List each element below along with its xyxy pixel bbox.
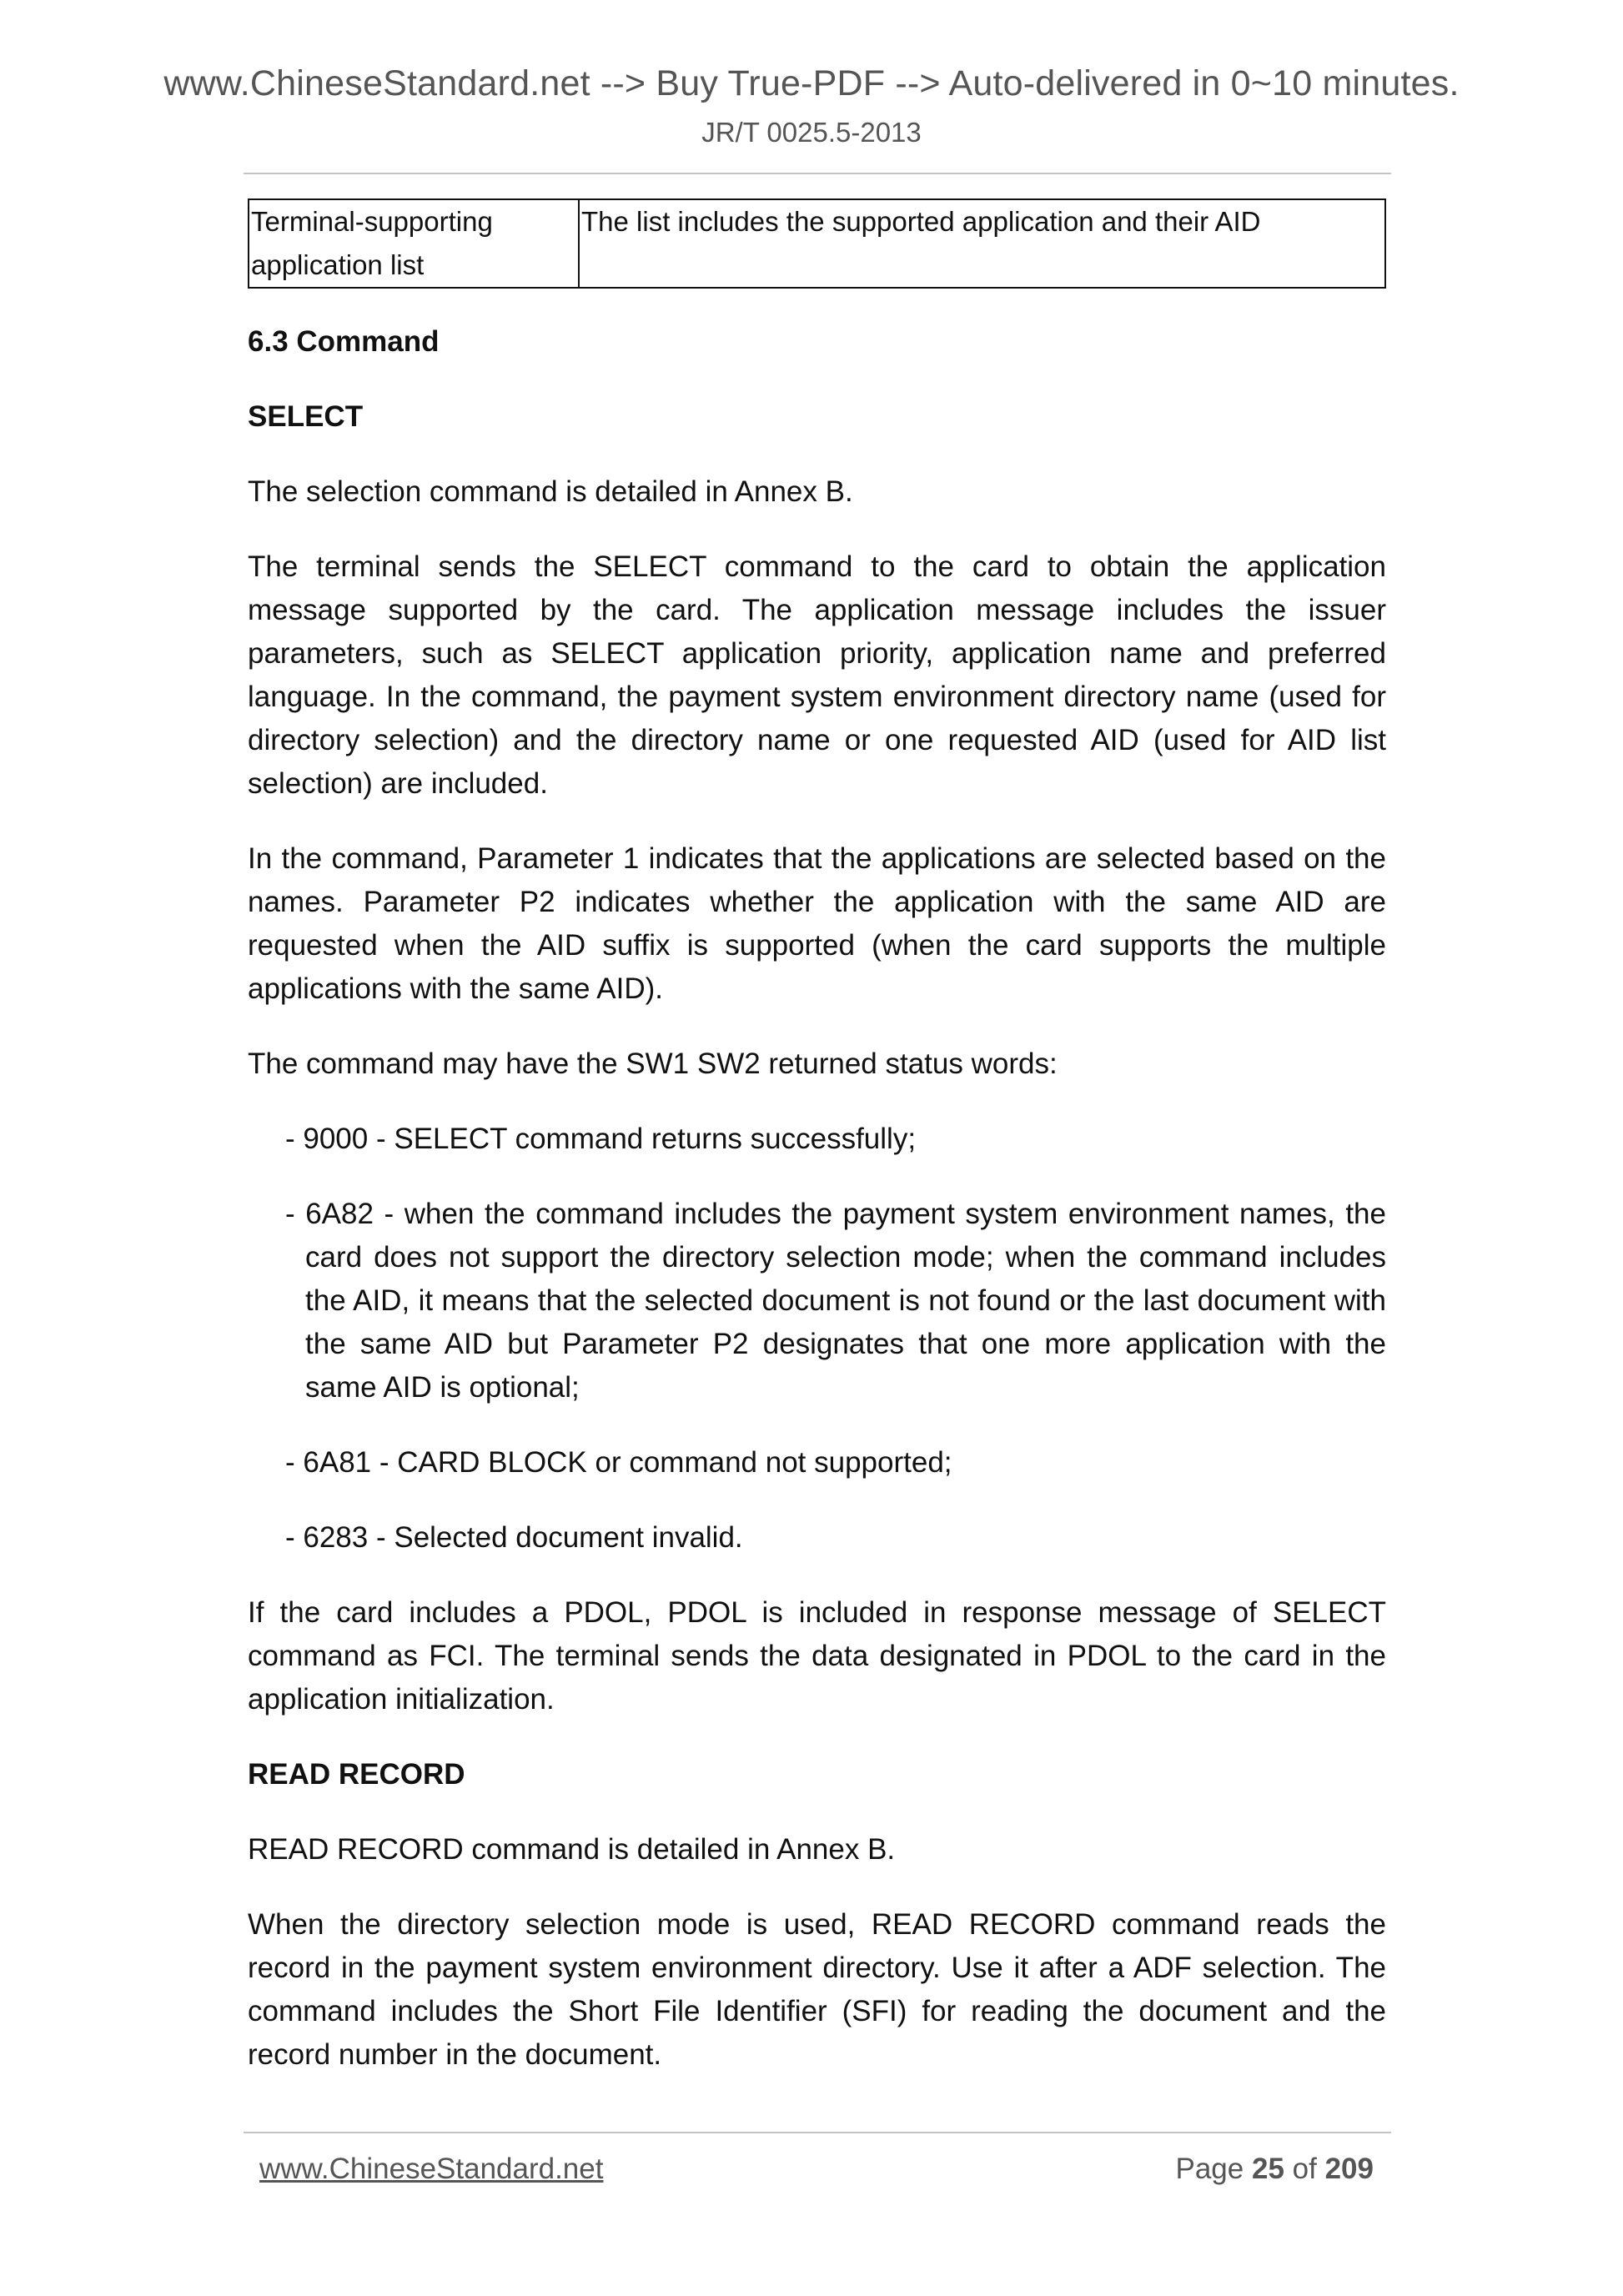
page-of: of: [1292, 2153, 1317, 2185]
page-content: [248, 198, 1386, 2077]
status-word-item: - 9000 - SELECT command returns successfully;: [285, 1123, 917, 1155]
paragraph: READ RECORD command is detailed in Annex B.: [248, 1833, 896, 1866]
paragraph: In the command, Parameter 1 indicates that the applications are selected based on the names. Parameter P2 indicates whether the application with the same AID are requested when the AID suffix is supported (when the card supports the multiple applications with the same AID).: [248, 842, 1386, 1005]
select-heading: SELECT: [248, 400, 364, 433]
page-number: [1176, 2153, 1374, 2186]
footer-website-link[interactable]: www.ChineseStandard.net: [259, 2153, 604, 2185]
table-row: [249, 199, 1385, 288]
status-word-item: - 6283 - Selected document invalid.: [285, 1521, 743, 1554]
paragraph: The command may have the SW1 SW2 returned status words:: [248, 1048, 1058, 1080]
footer-divider: [244, 2132, 1391, 2133]
status-word-item: - 6A81 - CARD BLOCK or command not supported;: [285, 1446, 952, 1479]
header-divider: [244, 173, 1391, 174]
page-prefix: Page: [1175, 2153, 1244, 2185]
table-cell-term: Terminal-supporting application list: [249, 199, 579, 288]
definition-table: [248, 198, 1386, 289]
standard-id: JR/T 0025.5-2013: [701, 117, 922, 148]
paragraph: The selection command is detailed in Annex B.: [248, 475, 853, 508]
table-cell-description: The list includes the supported application and their AID: [579, 199, 1385, 288]
read-record-heading: READ RECORD: [248, 1758, 465, 1791]
paragraph: The terminal sends the SELECT command to the card to obtain the application message supported by the card. The application message includes the issuer parameters, such as SELECT application priority, application name and preferred language. In the command, the payment system environment directory name (used for directory selection) and the directory name or one requested AID (used for AID list selection) are included.: [248, 550, 1386, 800]
header-banner: www.ChineseStandard.net --> Buy True-PDF --> Auto-delivered in 0~10 minutes.: [163, 63, 1460, 103]
page-current: 25: [1251, 2153, 1284, 2185]
page-total: 209: [1324, 2153, 1374, 2185]
status-word-item: - 6A82 - when the command includes the payment system environment names, the card does not support the directory selection mode; when the command includes the AID, it means that the selected document is not found or the last document with the same AID but Parameter P2 designates that one more application with the same AID is optional;: [285, 1198, 1386, 1404]
paragraph: If the card includes a PDOL, PDOL is included in response message of SELECT command as FCI. The terminal sends the data designated in PDOL to the card in the application initialization.: [248, 1596, 1386, 1716]
paragraph: When the directory selection mode is used, READ RECORD command reads the record in the payment system environment directory. Use it after a ADF selection. The command includes the Short File Identifier (SFI) for reading the document and the record number in the document.: [248, 1908, 1386, 2071]
section-heading: 6.3 Command: [248, 325, 440, 358]
